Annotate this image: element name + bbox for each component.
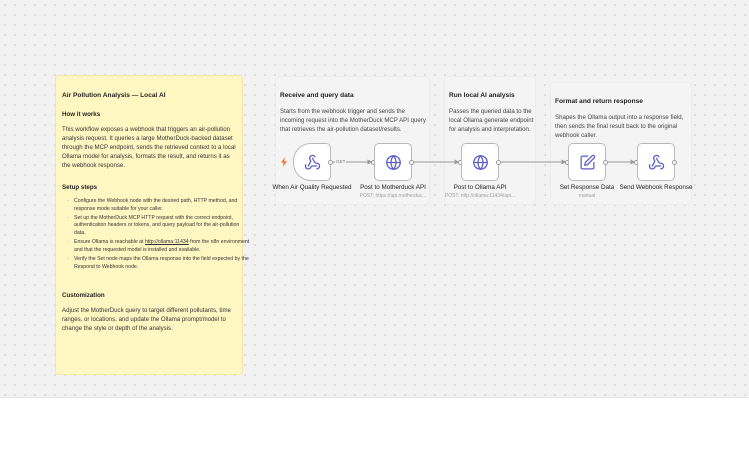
node-label: Post to Ollama API bbox=[453, 184, 507, 191]
group-description: Passes the queried data to the local Ollama generate endpoint for analysis and interpretation. bbox=[449, 108, 534, 134]
sticky-title: Air Pollution Analysis — Local AI bbox=[62, 92, 166, 99]
sticky-note[interactable] bbox=[55, 75, 250, 375]
customization-text: Adjust the MotherDuck query to target different pollutants, time ranges, or locations, and update the Ollama prompt/model to change the style or depth of the analysis. bbox=[62, 307, 231, 333]
setup-step bbox=[74, 239, 252, 254]
node-label: When Air Quality Requested bbox=[272, 184, 352, 191]
globe-icon bbox=[472, 154, 489, 171]
node-output-handle[interactable] bbox=[603, 160, 608, 165]
node-output-handle[interactable] bbox=[328, 160, 333, 165]
setup-step: ◦ Verify the Set node maps the Ollama response into the field expected by the Respond to Webhook node. bbox=[74, 256, 252, 271]
globe-icon bbox=[385, 154, 402, 171]
group-title: Receive and query data bbox=[280, 92, 354, 99]
node-output-handle[interactable] bbox=[409, 160, 414, 165]
trigger-bolt-icon bbox=[280, 157, 288, 167]
how-it-works-text: This workflow exposes a webhook that triggers an air-pollution analysis request. It queries a large MotherDuck-backed dataset through the MCP endpoint, sends the retrieved context to a local Ollama model for analysis, formats the result, and returns it as the webhook response. bbox=[62, 126, 236, 170]
setup-steps-heading: Setup steps bbox=[62, 184, 98, 191]
node-label: Send Webhook Response bbox=[619, 184, 693, 191]
node-send-webhook-response[interactable] bbox=[637, 143, 675, 181]
node-output-handle[interactable] bbox=[672, 160, 677, 165]
setup-step-prefix: Ensure Ollama is reachable at bbox=[74, 239, 145, 246]
group-title: Run local AI analysis bbox=[449, 92, 515, 99]
node-webhook-trigger[interactable] bbox=[293, 143, 331, 181]
node-subtitle: POST: https://api.motherduc... bbox=[359, 193, 427, 199]
setup-step-suffix: from the n8n environment and that the requested model is installed and available. bbox=[74, 239, 250, 253]
edit-icon bbox=[579, 154, 596, 171]
node-post-ollama[interactable] bbox=[461, 143, 499, 181]
group-description: Shapes the Ollama output into a response field, then sends the final result back to the original webhook caller. bbox=[555, 114, 684, 140]
webhook-icon bbox=[648, 154, 665, 171]
how-it-works-heading: How it works bbox=[62, 111, 101, 118]
node-set-response-data[interactable] bbox=[568, 143, 606, 181]
canvas-bottom-edge bbox=[0, 397, 749, 398]
node-post-motherduck[interactable] bbox=[374, 143, 412, 181]
edge-label-get: GET bbox=[336, 159, 346, 164]
group-title: Format and return response bbox=[555, 98, 643, 105]
node-subtitle: manual bbox=[578, 193, 596, 199]
node-label: Post to Motherduck API bbox=[360, 184, 426, 191]
setup-step: ◦ Set up the MotherDuck MCP HTTP request with the correct endpoint, authentication headers or tokens, and query payload for the air-pollution data. bbox=[74, 215, 252, 238]
setup-steps-list bbox=[62, 198, 252, 273]
ollama-url-link[interactable]: http://ollama:11434 bbox=[144, 239, 189, 246]
node-label: Set Response Data bbox=[559, 184, 615, 191]
customization-heading: Customization bbox=[62, 292, 105, 299]
webhook-icon bbox=[304, 154, 321, 171]
group-description: Starts from the webhook trigger and sends the incoming request into the MotherDuck MCP API query that retrieves the air-pollution dataset/results. bbox=[280, 108, 426, 134]
setup-step: ◦ Configure the Webhook node with the desired path, HTTP method, and response mode suitable for your caller. bbox=[74, 198, 252, 213]
node-output-handle[interactable] bbox=[496, 160, 501, 165]
node-subtitle: POST: http://ollama:11434/api... bbox=[444, 193, 516, 199]
